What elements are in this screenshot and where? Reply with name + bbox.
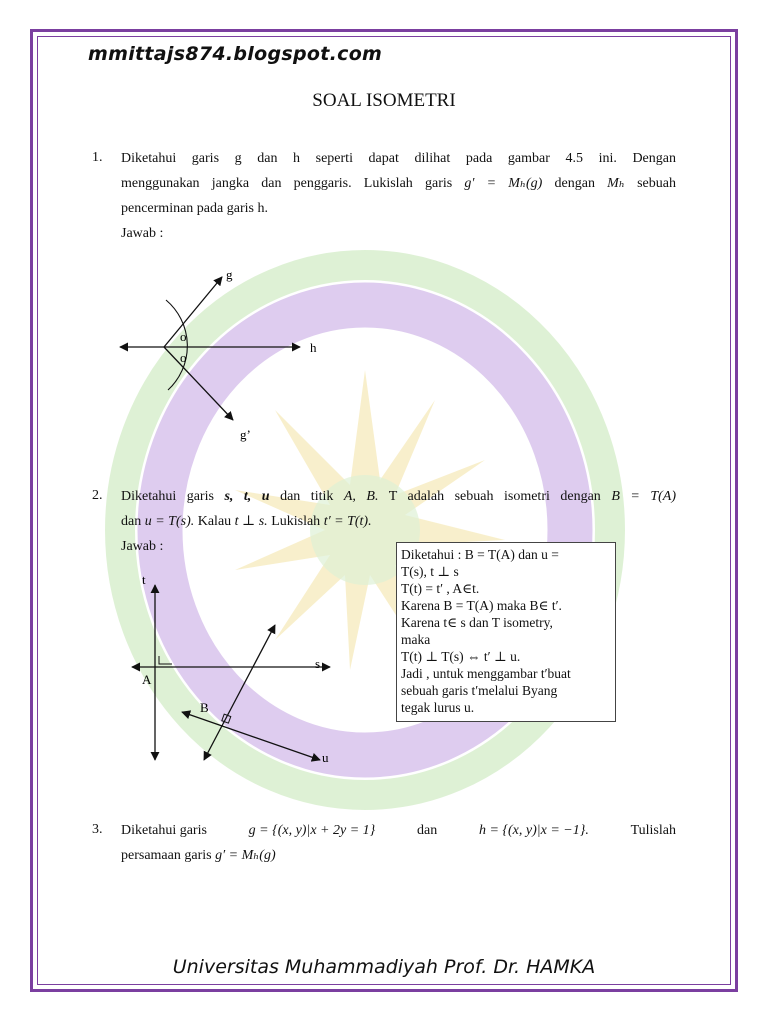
q3-formula-h: h = {(x, y)|x = −1}. — [478, 823, 589, 838]
q2-answer-box — [396, 542, 616, 722]
q1-formula-mh: Mₕ — [607, 176, 625, 191]
q3-l1c: dan — [417, 823, 438, 838]
q2-l1c: dan titik — [269, 489, 344, 504]
q2-label-u: u — [322, 750, 329, 765]
q1-line-g — [164, 277, 222, 347]
q1-line3: pencerminan pada garis h. — [121, 201, 268, 216]
q2-label-b: B — [200, 700, 209, 715]
q1-formula-reflection: g′ = Mₕ(g) — [464, 176, 543, 191]
page-footer: Universitas Muhammadiyah Prof. Dr. HAMKA — [172, 956, 596, 978]
q1-line2a: menggunakan jangka dan penggaris. Lukislah garis — [121, 176, 465, 191]
q2-points-ab: A, B. — [343, 489, 379, 504]
q1-line1: Diketahui garis g dan h seperti dapat dilihat pada gambar 4.5 ini. Dengan — [121, 151, 676, 166]
q2-box-line1: Diketahui : B = T(A) dan u = — [401, 547, 559, 562]
q2-formula-tprime: t′ = T(t). — [323, 514, 372, 529]
q1-figure — [100, 255, 360, 450]
q2-number: 2. — [92, 488, 103, 503]
q1-line2 — [121, 171, 676, 196]
q2-label-s: s — [315, 656, 321, 671]
q2-line-tprime — [204, 625, 275, 760]
q2-box-line10: tegak lurus u. — [401, 700, 475, 715]
q1-text — [121, 146, 676, 246]
q2-l2c: Kalau — [194, 514, 235, 529]
q2-box-line7: T(t) ⊥ T(s) ⇔ t′ ⊥ u. — [401, 649, 521, 664]
q2-formula-perp: t ⊥ s. — [234, 514, 268, 529]
q3-formula-g: g = {(x, y)|x + 2y = 1} — [248, 823, 376, 838]
q1-number: 1. — [92, 150, 103, 165]
q1-label-g: g — [226, 267, 233, 282]
q1-label-angle-bottom: o — [180, 350, 187, 365]
q2-box-line4: Karena B = T(A) maka B∈ t′. — [401, 598, 562, 613]
q3-formula-reflection: g′ = Mₕ(g) — [215, 848, 276, 863]
q2-lines-stu: s, t, u — [224, 489, 270, 504]
q3-l1e: Tulislah — [630, 823, 676, 838]
q2-formula-uts: u = T(s). — [144, 514, 195, 529]
q3-l2a: persamaan garis — [121, 848, 216, 863]
q1-label-h: h — [310, 340, 317, 355]
q3-text — [121, 818, 676, 868]
q2-l2a: dan — [121, 514, 145, 529]
q2-figure — [120, 560, 350, 775]
page-title: SOAL ISOMETRI — [312, 90, 456, 111]
q1-line2b: dengan — [542, 176, 608, 191]
q2-l2e: Lukislah — [267, 514, 324, 529]
q1-compass-arc — [166, 300, 187, 390]
q2-line1 — [121, 484, 676, 509]
q1-label-gprime: g’ — [240, 427, 251, 442]
q2-l1a: Diketahui garis — [121, 489, 225, 504]
q2-formula-bta: B = T(A) — [611, 489, 676, 504]
q2-box-line9: sebuah garis t′melalui Byang — [401, 683, 558, 698]
q3-number: 3. — [92, 822, 103, 837]
q2-box-line8: Jadi , untuk menggambar t′buat — [401, 666, 571, 681]
q1-answer-label: Jawab : — [121, 226, 164, 241]
q3-line2 — [121, 843, 676, 868]
q2-answer-label: Jawab : — [121, 539, 164, 554]
q2-label-a: A — [142, 672, 152, 687]
q2-box-line2: T(s), t ⊥ s — [401, 564, 459, 579]
site-header[interactable]: mmittajs874.blogspot.com — [88, 43, 383, 65]
q2-right-angle-mark — [159, 656, 172, 664]
q1-line2c: sebuah — [624, 176, 676, 191]
q2-box-line3: T(t) = t′ , A∈t. — [401, 581, 480, 596]
q3-l1a: Diketahui garis — [121, 823, 207, 838]
q2-line2 — [121, 509, 676, 534]
q2-box-line6: maka — [401, 632, 431, 647]
q2-l1e: T adalah sebuah isometri dengan — [378, 489, 612, 504]
q2-line-u — [182, 712, 320, 760]
q2-box-line5: Karena t∈ s dan T isometry, — [401, 615, 553, 630]
q2-label-t: t — [142, 572, 146, 587]
q3-line1 — [121, 818, 676, 843]
q1-label-angle-top: o — [180, 329, 187, 344]
